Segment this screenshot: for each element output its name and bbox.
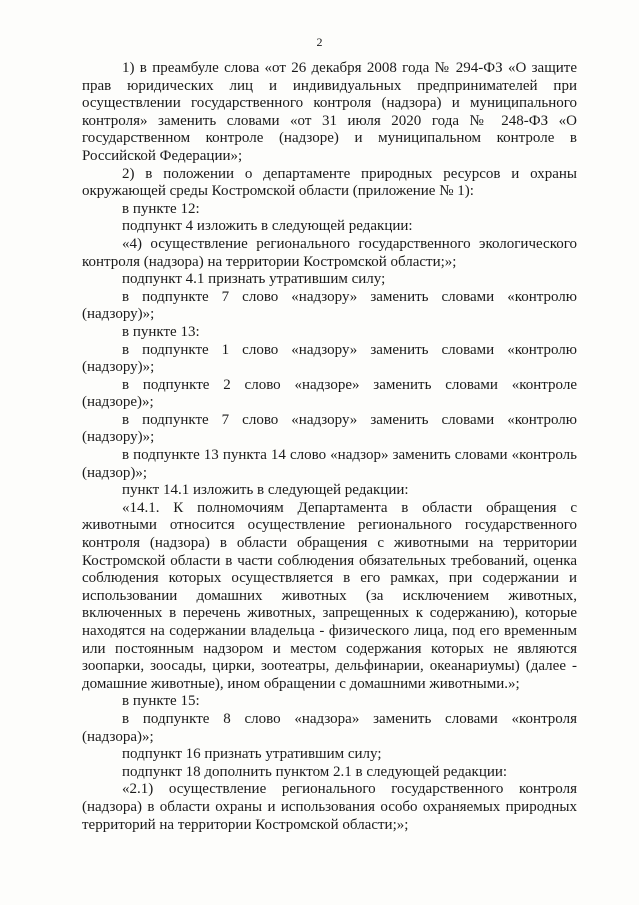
document-body: [82, 60, 577, 834]
paragraph: в подпункте 1 слово «надзору» заменить словами «контролю (надзору)»;: [82, 341, 577, 376]
paragraph: подпункт 4.1 признать утратившим силу;: [122, 271, 386, 288]
paragraph: в пункте 12:: [122, 200, 200, 217]
paragraph: в подпункте 13 пункта 14 слово «надзор» заменить словами «контроль (надзор)»;: [82, 447, 577, 481]
paragraph: подпункт 4 изложить в следующей редакции:: [122, 218, 413, 235]
paragraph: подпункт 18 дополнить пунктом 2.1 в следующей редакции:: [122, 763, 508, 780]
paragraph: в подпункте 2 слово «надзоре» заменить словами «контроле (надзоре)»;: [82, 376, 577, 411]
page-number: 2: [316, 35, 323, 49]
paragraph: в пункте 13:: [122, 323, 200, 340]
paragraph: «4) осуществление регионального государственного экологического контроля (надзора) на территории Костромской области;»;: [82, 235, 577, 270]
paragraph: пункт 14.1 изложить в следующей редакции:: [122, 482, 409, 499]
paragraph: 1) в преамбуле слова «от 26 декабря 2008 года № 294-ФЗ «О защите прав юридических лиц и индивидуальных предпринимателей при осуществлении государственного контроля (надзора) и муниципального контроля» заменить словами «от 31 июля 2020 года № 248-ФЗ «О государственном контроле (надзоре) и муниципальном контроле в Российской Федерации»;: [82, 60, 577, 164]
paragraph: 2) в положении о департаменте природных ресурсов и охраны окружающей среды Костромской области (приложение № 1):: [82, 165, 577, 200]
paragraph: в подпункте 7 слово «надзору» заменить словами «контролю (надзору)»;: [82, 411, 577, 446]
paragraph: в подпункте 8 слово «надзора» заменить словами «контроля (надзора)»;: [82, 710, 577, 745]
paragraph: в подпункте 7 слово «надзору» заменить словами «контролю (надзору)»;: [82, 288, 577, 323]
paragraph: «2.1) осуществление регионального государственного контроля (надзора) в области охраны и использования особо охраняемых природных территорий на территории Костромской области;»;: [82, 781, 577, 833]
paragraph: «14.1. К полномочиям Департамента в области обращения с животными относится осуществление регионального государственного контроля (надзора) в области обращения с животными на территории Костромской области в части соблюдения обязательных требований, оценка соблюдения которых осуществляется в его рамках, при содержании и использовании домашних животных (за исключением животных, включенных в перечень животных, запрещенных к содержанию), которые находятся на содержании владельца - физического лица, под его временным или постоянным надзором и местом содержания которых не являются зоопарки, зоосады, цирки, зоотеатры, дельфинарии, океанариумы) (далее - домашние животные), ином обращении с домашними животными.»;: [82, 499, 577, 692]
paragraph: подпункт 16 признать утратившим силу;: [122, 746, 382, 763]
paragraph: в пункте 15:: [122, 693, 200, 710]
